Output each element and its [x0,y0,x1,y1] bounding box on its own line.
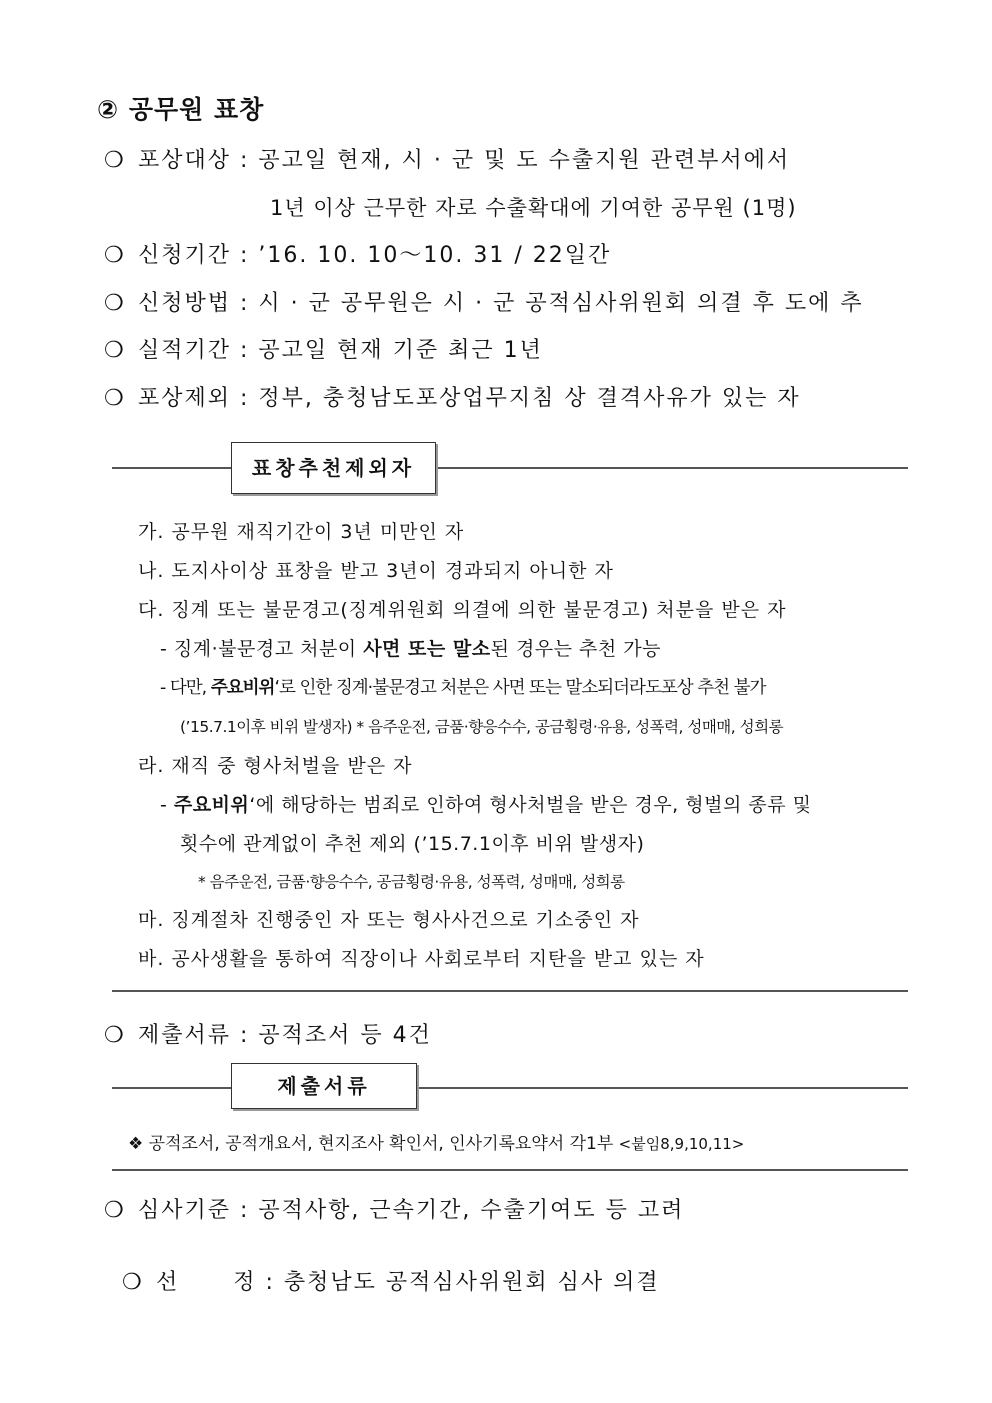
item-application-period: ❍ 신청기간 : ’16. 10. 10～10. 31 / 22일간 [104,243,612,268]
exclusion-dash-2 [160,674,765,699]
exclusion-dash-3 [160,790,811,817]
exclusion-note-2: * 음주운전, 금품·향응수수, 공금횡령·유용, 성폭력, 성매매, 성희롱 [198,873,625,891]
divider-line [112,1169,908,1171]
exclusion-line-ra: 라. 재직 중 형사처벌을 받은 자 [138,755,413,777]
exclusion-box-title: 표창추천제외자 [231,442,436,494]
item-value: 공고일 현재, 시 · 군 및 도 수출지원 관련부서에서 [258,148,791,173]
dash-text: 된 경우는 추천 가능 [490,638,662,660]
item-award-target: ❍ 포상대상 : 공고일 현재, 시 · 군 및 도 수출지원 관련부서에서 [104,148,791,173]
circle-bullet-icon: ❍ [104,386,126,411]
circle-bullet-icon: ❍ [104,243,126,268]
attachment-ref: <붙임8,9,10,11> [618,1135,745,1153]
item-submit-documents: ❍ 제출서류 : 공적조서 등 4건 [104,1023,432,1048]
item-performance-period: ❍ 실적기간 : 공고일 현재 기준 최근 1년 [104,338,543,363]
dash-bold-text: 주요비위 [210,678,275,698]
dash-bold-text: 주요비위 [173,794,250,816]
circle-bullet-icon: ❍ [104,338,126,363]
circle-bullet-icon: ❍ [104,1198,126,1223]
exclusion-line-ma: 마. 징계절차 진행중인 자 또는 형사사건으로 기소중인 자 [138,909,640,931]
submit-documents-line [128,1129,744,1154]
exclusion-line-ba: 바. 공사생활을 통하여 직장이나 사회로부터 지탄을 받고 있는 자 [138,948,705,970]
item-review-criteria: ❍ 심사기준 : 공적사항, 근속기간, 수출기여도 등 고려 [104,1198,685,1223]
item-value: 공적사항, 근속기간, 수출기여도 등 고려 [258,1198,685,1223]
item-label: 포상제외 [138,386,232,411]
dash-text: ‘에 해당하는 범죄로 인하여 형사처벌을 받은 경우, 형벌의 종류 및 [249,794,812,816]
item-value: 충청남도 공적심사위원회 심사 의결 [283,1270,660,1295]
section-title: ② 공무원 표창 [97,95,265,124]
dash-bold-text: 사면 또는 말소 [363,638,491,660]
submit-box-title: 제출서류 [231,1063,417,1109]
item-value: 공적조서 등 4건 [258,1023,432,1048]
exclusion-dash-3-cont: 횟수에 관계없이 추천 제외 (’15.7.1이후 비위 발생자) [180,833,645,855]
item-label: 선 정 [156,1270,257,1295]
exclusion-dash-1 [160,634,661,661]
item-application-method: ❍ 신청방법 : 시 · 군 공무원은 시 · 군 공적심사위원회 의결 후 도에 추 [104,291,864,316]
dash-text: ‘로 인한 징계·불문경고 처분은 사면 또는 말소되더라도포상 추천 불가 [274,678,766,698]
item-label: 심사기준 [138,1198,232,1223]
item-label: 포상대상 [138,148,232,173]
item-label: 실적기간 [138,338,232,363]
circle-bullet-icon: ❍ [104,1023,126,1048]
circle-bullet-icon: ❍ [104,291,126,316]
exclusion-line-na: 나. 도지사이상 표창을 받고 3년이 경과되지 아니한 자 [138,560,614,582]
item-award-exclusion: ❍ 포상제외 : 정부, 충청남도포상업무지침 상 결격사유가 있는 자 [104,386,801,411]
dash-text: - [160,794,174,816]
exclusion-line-ga: 가. 공무원 재직기간이 3년 미만인 자 [138,521,465,543]
diamond-bullet-icon: ❖ [128,1134,144,1154]
item-selection: ❍ 선 정 : 충청남도 공적심사위원회 심사 의결 [122,1270,660,1295]
submit-documents-text: 공적조서, 공적개요서, 현지조사 확인서, 인사기록요약서 각1부 [148,1134,614,1154]
item-award-target-cont: 1년 이상 근무한 자로 수출확대에 기여한 공무원 (1명) [270,196,797,220]
item-label: 신청기간 [138,243,232,268]
item-label: 신청방법 [138,291,232,316]
item-value: 공고일 현재 기준 최근 1년 [258,338,543,363]
item-label: 제출서류 [138,1023,232,1048]
dash-text: - 다만, [160,678,211,698]
exclusion-note-1: (’15.7.1이후 비위 발생자) * 음주운전, 금품·향응수수, 공금횡령·유용, 성폭력, 성매매, 성희롱 [180,718,784,736]
circle-bullet-icon: ❍ [104,148,126,173]
circle-bullet-icon: ❍ [122,1270,144,1295]
item-value: 정부, 충청남도포상업무지침 상 결격사유가 있는 자 [258,386,801,411]
divider-line [112,990,908,992]
exclusion-line-da: 다. 징계 또는 불문경고(징계위원회 의결에 의한 불문경고) 처분을 받은 자 [138,599,787,621]
dash-text: - 징계·불문경고 처분이 [160,638,364,660]
item-value: 시 · 군 공무원은 시 · 군 공적심사위원회 의결 후 도에 추 [258,291,864,316]
item-value: ’16. 10. 10～10. 31 / 22일간 [258,243,612,268]
